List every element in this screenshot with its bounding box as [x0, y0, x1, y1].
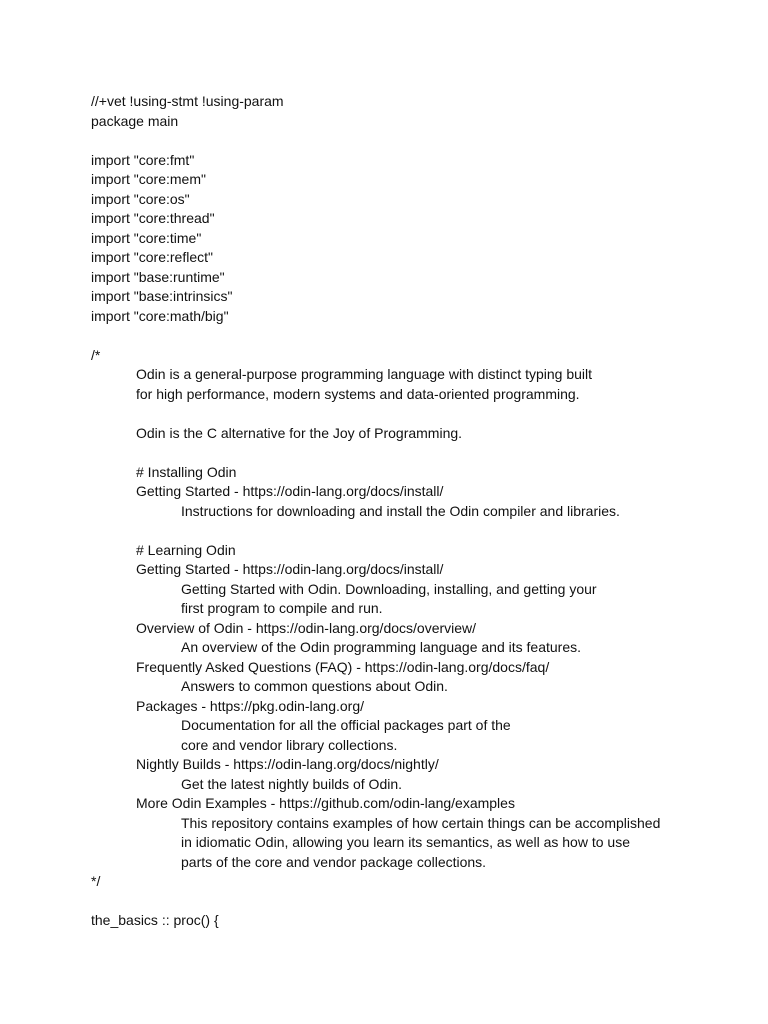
document-line: */: [91, 873, 101, 889]
document-line: import "core:math/big": [91, 307, 229, 324]
document-line: import "core:reflect": [91, 249, 213, 265]
document-line: in idiomatic Odin, allowing you learn its semantics, as well as how to use: [181, 834, 630, 850]
document-line: import "core:time": [91, 229, 202, 246]
document-line: Instructions for downloading and install the Odin compiler and libraries.: [181, 502, 620, 519]
document-line: Answers to common questions about Odin.: [181, 678, 448, 694]
blank-line: [91, 131, 751, 151]
blank-line: [91, 443, 751, 463]
document-line: Documentation for all the official packages part of the: [181, 717, 511, 733]
document-line: Packages - https://pkg.odin-lang.org/: [136, 697, 365, 714]
blank-line: [91, 404, 751, 424]
blank-line: [91, 326, 751, 346]
document-body: [91, 92, 751, 931]
document-line: import "core:thread": [91, 210, 215, 226]
document-line: the_basics :: proc() {: [91, 912, 219, 928]
document-line: parts of the core and vendor package collections.: [181, 853, 487, 870]
document-line: This repository contains examples of how certain things can be accomplished: [181, 814, 661, 831]
document-line: Odin is the C alternative for the Joy of Programming.: [136, 424, 463, 441]
blank-line: [91, 521, 751, 541]
document-line: //+vet !using-stmt !using-param: [91, 93, 284, 109]
document-line: package main: [91, 112, 179, 129]
document-line: import "core:mem": [91, 171, 206, 187]
document-line: Getting Started - https://odin-lang.org/docs/install/: [136, 483, 444, 499]
blank-line: [91, 892, 751, 912]
document-line: Odin is a general-purpose programming language with distinct typing built: [136, 366, 593, 382]
document-line: for high performance, modern systems and data-oriented programming.: [136, 385, 580, 402]
document-line: Getting Started - https://odin-lang.org/docs/install/: [136, 561, 444, 577]
document-line: Frequently Asked Questions (FAQ) - https://odin-lang.org/docs/faq/: [136, 658, 550, 675]
document-line: # Installing Odin: [136, 463, 237, 480]
document-line: import "base:runtime": [91, 268, 225, 285]
document-line: first program to compile and run.: [181, 600, 383, 616]
document-line: /*: [91, 346, 101, 363]
document-line: core and vendor library collections.: [181, 736, 398, 753]
document-line: More Odin Examples - https://github.com/odin-lang/examples: [136, 795, 515, 811]
document-line: An overview of the Odin programming language and its features.: [181, 639, 582, 655]
document-line: Getting Started with Odin. Downloading, installing, and getting your: [181, 580, 597, 597]
document-line: Overview of Odin - https://odin-lang.org/docs/overview/: [136, 619, 477, 636]
document-line: Nightly Builds - https://odin-lang.org/docs/nightly/: [136, 756, 439, 772]
document-line: import "core:fmt": [91, 151, 195, 168]
document-line: # Learning Odin: [136, 541, 236, 558]
document-line: import "base:intrinsics": [91, 288, 233, 304]
document-line: import "core:os": [91, 190, 190, 207]
document-line: Get the latest nightly builds of Odin.: [181, 775, 403, 792]
